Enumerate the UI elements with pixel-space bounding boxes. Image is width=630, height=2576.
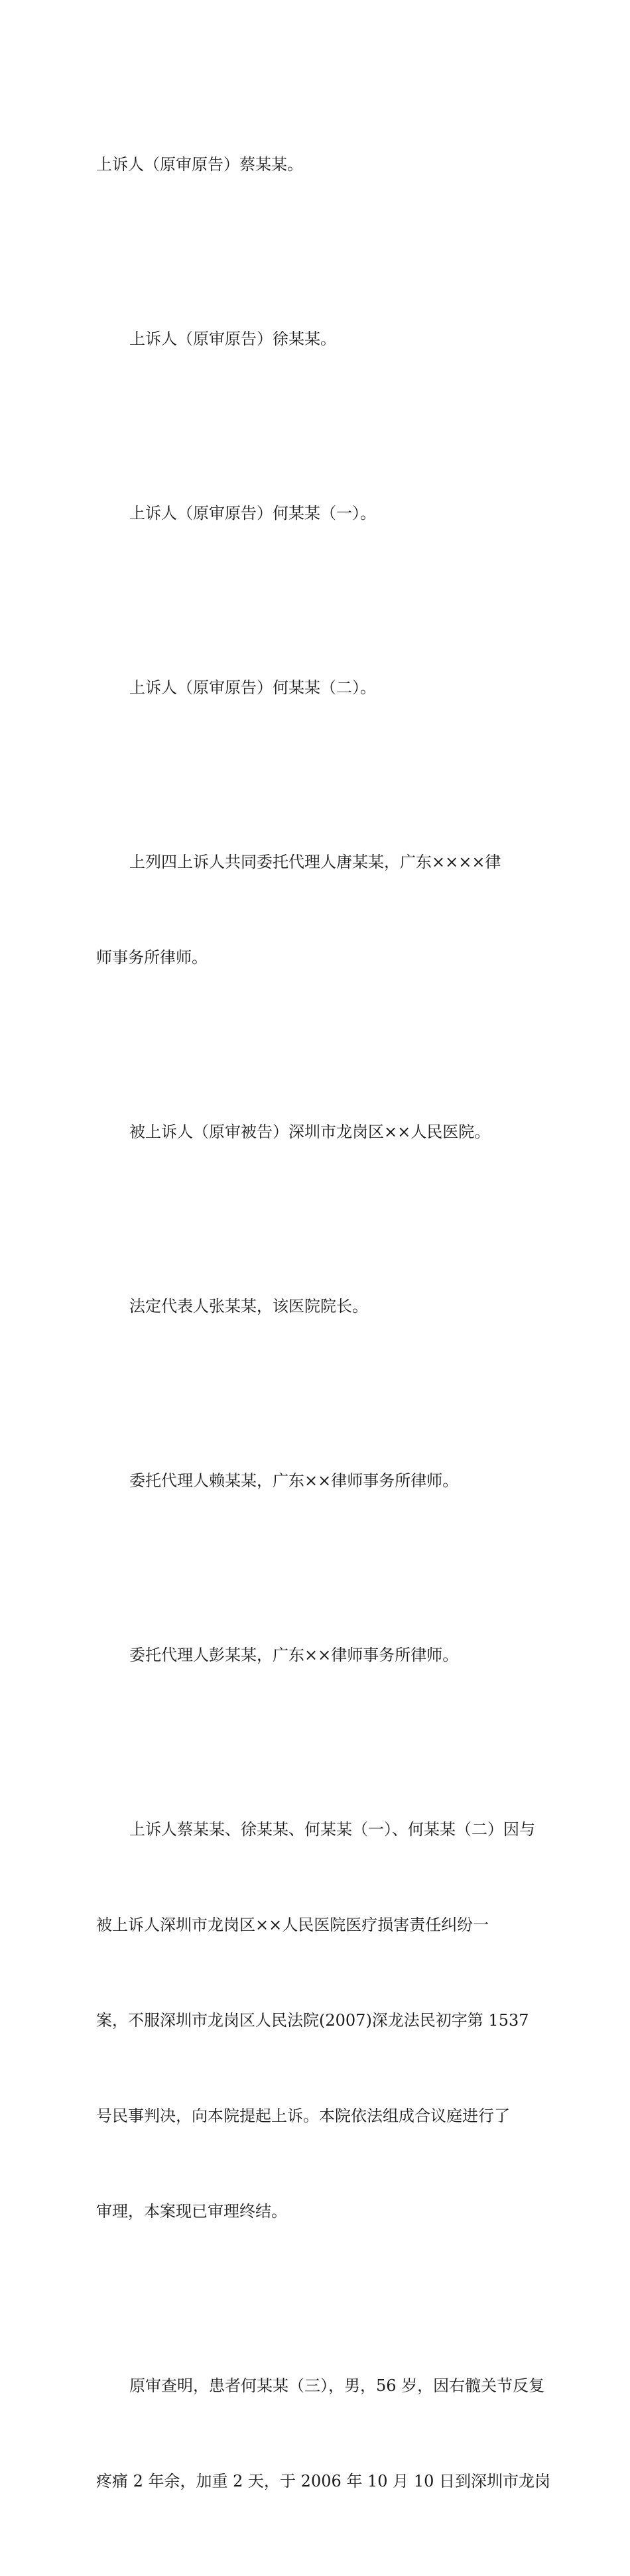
text-line: 被上诉人深圳市龙岗区××人民医院医疗损害责任纠纷一	[96, 1916, 489, 1934]
text-line: 上列四上诉人共同委托代理人唐某某，广东××××律	[129, 853, 501, 871]
text-line: 委托代理人彭某某，广东××律师事务所律师。	[129, 1646, 459, 1664]
text-line: 号民事判决，向本院提起上诉。本院依法组成合议庭进行了	[96, 2107, 510, 2125]
text-line: 被上诉人（原审被告）深圳市龙岗区××人民医院。	[129, 1123, 491, 1141]
paragraph-appellants-agent	[96, 782, 536, 1037]
paragraph-case-summary	[96, 1750, 536, 2291]
text-line: 上诉人蔡某某、徐某某、何某某（一）、何某某（二）因与	[129, 1820, 535, 1839]
text-line: 上诉人（原审原告）蔡某某。	[96, 155, 303, 174]
paragraph-findings	[96, 2306, 550, 2561]
text-line: 原审查明，患者何某某（三），男，56 岁，因右髋关节反复	[129, 2376, 545, 2395]
paragraph-appellee	[96, 1052, 536, 1211]
paragraph-appellant-he-1	[96, 434, 536, 593]
paragraph-appellant-xu	[96, 259, 536, 418]
text-line: 师事务所律师。	[96, 948, 208, 967]
paragraph-appellant-cai	[96, 85, 536, 244]
text-line: 委托代理人赖某某，广东××律师事务所律师。	[129, 1471, 459, 1490]
text-line: 疼痛 2 年余，加重 2 天，于 2006 年 10 月 10 日到深圳市龙岗	[96, 2472, 550, 2490]
text-line: 上诉人（原审原告）徐某某。	[129, 330, 336, 348]
paragraph-appellant-he-2	[96, 608, 536, 767]
paragraph-appellee-agent-lai	[96, 1401, 536, 1560]
document-body	[96, 85, 550, 2576]
text-line: 案，不服深圳市龙岗区人民法院(2007)深龙法民初字第 1537	[96, 2011, 529, 2030]
text-line: 审理，本案现已审理终结。	[96, 2202, 287, 2221]
text-line: 法定代表人张某某，该医院院长。	[129, 1297, 368, 1316]
paragraph-appellee-agent-peng	[96, 1575, 536, 1735]
text-line: 上诉人（原审原告）何某某（二）。	[129, 678, 376, 697]
paragraph-legal-representative	[96, 1227, 536, 1386]
text-line: 上诉人（原审原告）何某某（一）。	[129, 504, 376, 522]
